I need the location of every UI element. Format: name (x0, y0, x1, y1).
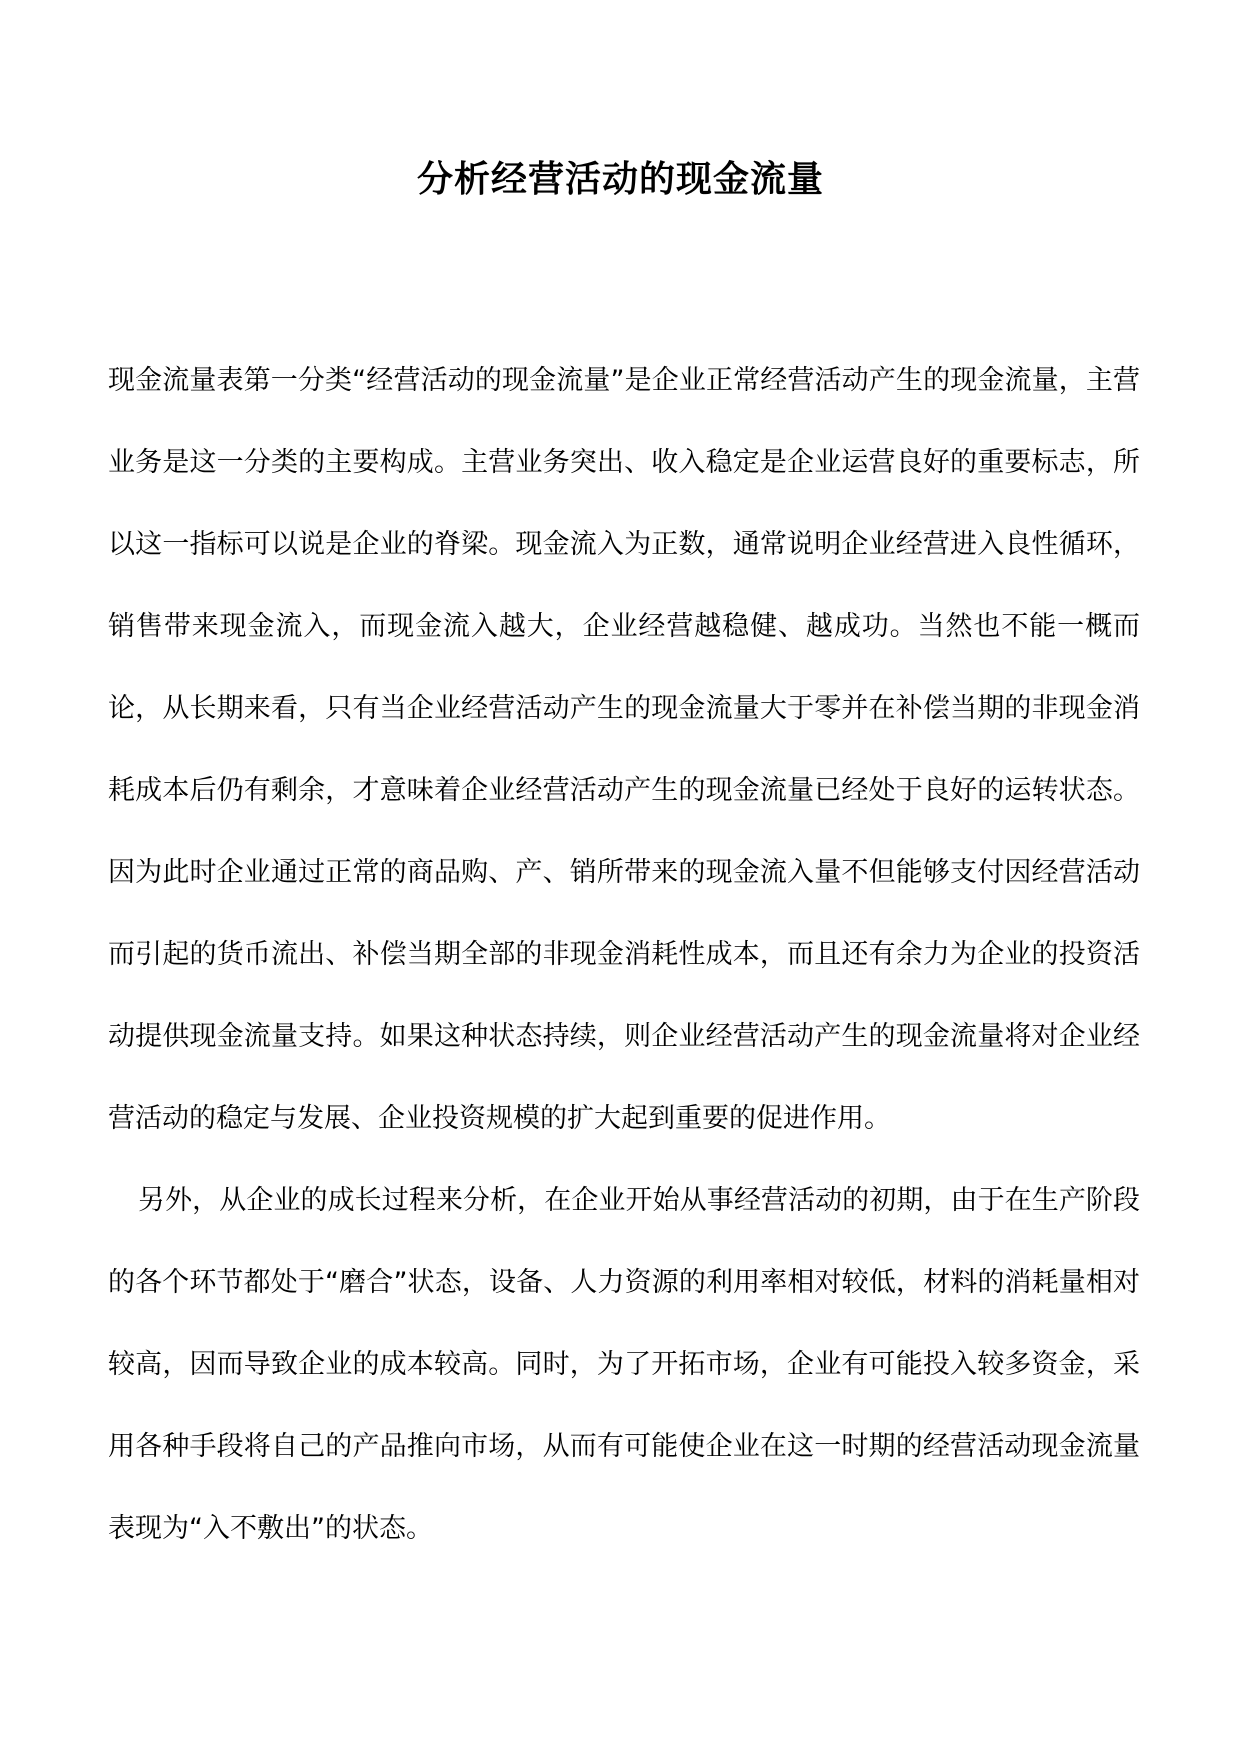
document-title: 分析经营活动的现金流量 (416, 158, 824, 200)
document-body (108, 340, 1140, 1570)
paragraph-1: 现金流量表第一分类“经营活动的现金流量”是企业正常经营活动产生的现金流量，主营业务是这一分类的主要构成。主营业务突出、收入稳定是企业运营良好的重要标志，所以这一指标可以说是企业的脊梁。现金流入为正数，通常说明企业经营进入良性循环，销售带来现金流入，而现金流入越大，企业经营越稳健、越成功。当然也不能一概而论，从长期来看，只有当企业经营活动产生的现金流量大于零并在补偿当期的非现金消耗成本后仍有剩余，才意味着企业经营活动产生的现金流量已经处于良好的运转状态。因为此时企业通过正常的商品购、产、销所带来的现金流入量不但能够支付因经营活动而引起的货币流出、补偿当期全部的非现金消耗性成本，而且还有余力为企业的投资活动提供现金流量支持。如果这种状态持续，则企业经营活动产生的现金流量将对企业经营活动的稳定与发展、企业投资规模的扩大起到重要的促进作用。 (108, 365, 1140, 1134)
paragraph-2: 另外，从企业的成长过程来分析，在企业开始从事经营活动的初期，由于在生产阶段的各个环节都处于“磨合”状态，设备、人力资源的利用率相对较低，材料的消耗量相对较高，因而导致企业的成本较高。同时，为了开拓市场，企业有可能投入较多资金，采用各种手段将自己的产品推向市场，从而有可能使企业在这一时期的经营活动现金流量表现为“入不敷出”的状态。 (108, 1185, 1140, 1544)
